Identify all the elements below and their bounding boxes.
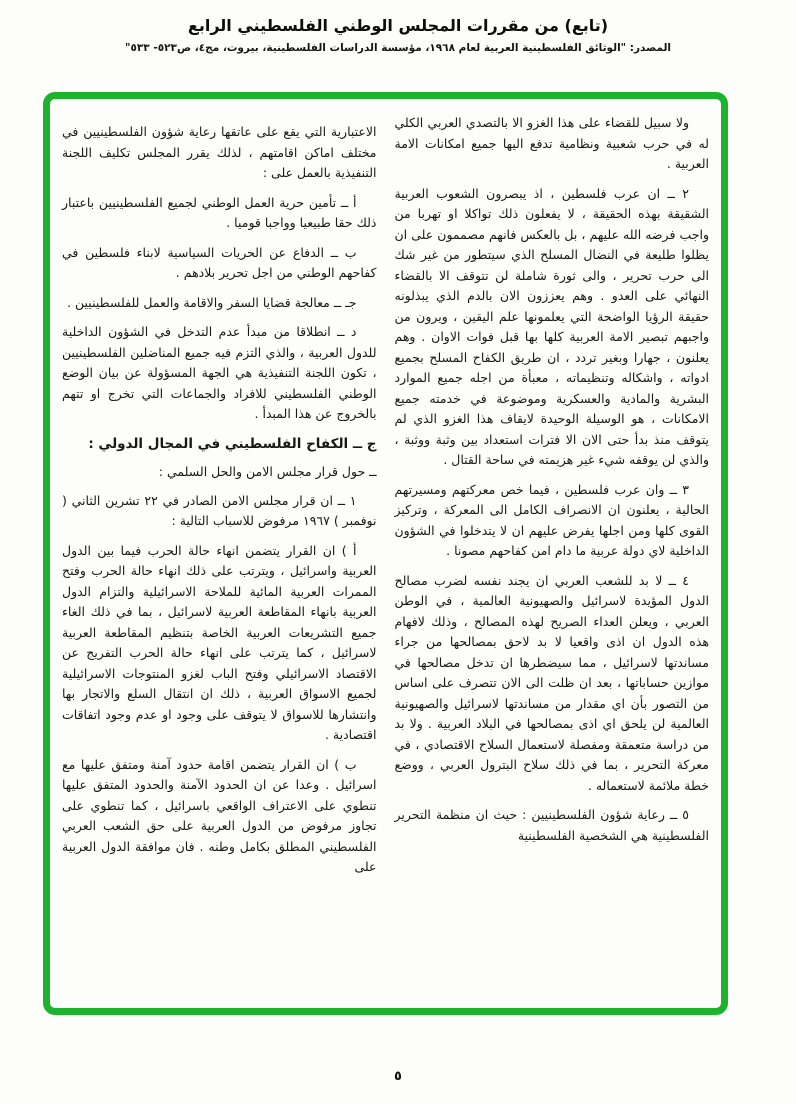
paragraph-item-1-resolution: ١ ــ ان قرار مجلس الامن الصادر في ٢٢ تشرين الثاني ( نوفمبر ) ١٩٦٧ مرفوض للاسباب التالية : [62,492,377,528]
paragraph-item-3: ٣ ــ وان عرب فلسطين ، فيما خص معركتهم ومسيرتهم الحالية ، يعلنون ان الانصراف الكامل الى المعركة ، وتركيز القوى كلها ومن اجلها يفرض عليهم ان لا يتدخلوا في الشؤون الداخلية لاي دولة عربية ما دام امن كفاحهم مصونا . [394,481,709,558]
section-heading-international-struggle: ج ــ الكفاح الفلسطيني في المجال الدولي : [88,435,377,452]
subheading-security-council: ــ حول قرار مجلس الامن والحل السلمي : [158,464,377,479]
content-frame [43,92,728,1015]
column-right [395,113,710,998]
paragraph-intro: ولا سبيل للقضاء على هذا الغزو الا بالتصدي العربي الكلي له في حرب شعبية ونظامية تدفع اليها جميع امكانات الامة العربية . [394,115,709,171]
source-citation: المصدر: "الوثائق الفلسطينية العربية لعام ١٩٦٨، مؤسسة الدراسات الفلسطينية، بيروت، مج٤، ص٥٢٣- ٥٣٣" [124,42,672,54]
page-number: ٥ [394,1069,402,1084]
paragraph-item-4: ٤ ــ لا بد للشعب العربي ان يجند نفسه لضرب مصالح الدول المؤيدة لاسرائيل والصهيونية العالمية ، في الوطن العربي ، ويعلن العداء الصريح لهذه المصالح ، وذلك لافهام هذه الدول ان اذى واقعيا لا بد لاحق بمصالحها من جراء مساندتها لاسرائيل ، مما سيضطرها ان تدخل مصالحها في موازين حساباتها ، بعد ان ظلت الى الان تتصرف على اساس من التصور بأن اي مقدار من مساندتها لاسرائيل والصهيونية العالمية لن يلحق اي اذى بمصالحها في البلاد العربية . ولا بد من دراسة متعمقة ومفصلة لاستعمال السلاح الاقتصادي ، في معركة التحرير ، بما في ذلك سلاح البترول العربي ، ووضع خطة ملائمة لاستعماله . [394,572,709,793]
document-title: (تابع) من مقررات المجلس الوطني الفلسطيني الرابع [187,16,609,35]
paragraph-item-b: ب ــ الدفاع عن الحريات السياسية لابناء فلسطين في كفاحهم الوطني من اجل تحرير بلادهم . [62,244,377,280]
paragraph-reason-b: ب ) ان القرار يتضمن اقامة حدود آمنة ومتفق عليها مع اسرائيل . وعدا عن ان الحدود الآمنة والحدود المتفق عليها تنطوي على الاعتراف الواقعي باسرائيل ، كما تنطوي على تجاوز مرفوض من الدول العربية على حق الشعب العربي الفلسطيني المطلق بكامل وطنه . فان موافقة الدول العربية على [62,756,377,874]
page-header [0,16,796,54]
paragraph-item-a: أ ــ تأمين حرية العمل الوطني لجميع الفلسطينيين باعتبار ذلك حقا طبيعيا وواجبا قوميا . [62,194,377,230]
paragraph-reason-a: أ ) ان القرار يتضمن انهاء حالة الحرب فيما بين الدول العربية واسرائيل ، ويترتب على ذلك انهاء حالة الحرب وفتح الممرات العربية المائية للملاحة الاسرائيلية والتزام الدول العربية بانهاء المقاطعة العربية لاسرائيل ، بما في ذلك الغاء جميع التشريعات العربية الخاصة بتنظيم المقاطعة العربية لاسرائيل ، كما يترتب على انهاء حالة الحرب التفريج عن الاقتصاد الاسرائيلي وفتح الباب لغزو المنتوجات الاسرائيلية لجميع الاسواق العربية ، ذلك ان انتقال السلع والاتجار بها وانتشارها للاسواق لا يتوقف على وجود او عدم وجود اتفاقات اقتصادية . [62,542,377,742]
paragraph-item-2: ٢ ــ ان عرب فلسطين ، اذ يبصرون الشعوب العربية الشقيقة بهذه الحقيقة ، لا يفعلون ذلك تواكلا او تهربا من واجب فرضه الله عليهم ، بل بالعكس فانهم مصممون على ان يظلوا طليعة في النضال المسلح الذي سيتطور من غير شك الى حرب تحرير ، والى ثورة شاملة لن تتوقف الا بالقضاء النهائي على العدو . وهم يعززون الان بالدم الذي يبذلونه حقيقة الرؤيا الواضحة التي يعلمونها علم اليقين ، ويرون من واجبهم تبصير الامة العربية كلها بها قبل فوات الاوان . وهم يعلنون ، جهارا وبغير تردد ، ان طريق الكفاح المسلح بجميع ادواته ، واشكاله وتنظيماته ، معبأة من اجله جميع الموارد البشرية والمادية والعسكرية وموضوعة في خدمته جميع الامكانات ، هو الوسيلة الوحيدة لايقاف هذا الغزو الذي لم يتوقف منذ بدأ حتى الان الا فترات استعداد بين وثبة ووثبة ، والذي لن يوقفه شيء غير هزيمته في ساحة القتال . [394,185,709,467]
paragraph-item-j: جـ ــ معالجة قضايا السفر والاقامة والعمل للفلسطينيين . [67,294,357,310]
paragraph-item-5: ٥ ــ رعاية شؤون الفلسطينيين : حيث ان منظمة التحرير الفلسطينية هي الشخصية الفلسطينية [394,807,709,843]
two-column-layout [50,99,721,1008]
column-left [62,113,377,998]
paragraph-item-d: د ــ انطلاقا من مبدأ عدم التدخل في الشؤون الداخلية للدول العربية ، والذي التزم فيه جميع المناضلين الفلسطينيين ، تكون اللجنة التنفيذية هي الجهة المسؤولة عن بيان الوضع الوطني الفلسطيني للافراد والجماعات التي تخرج او تتهم بالخروج عن هذا المبدأ . [62,324,377,421]
paragraph-continuation: الاعتبارية التي يقع على عاتقها رعاية شؤون الفلسطينيين في مختلف اماكن اقامتهم ، لذلك يقرر المجلس تكليف اللجنة التنفيذية بالعمل على : [62,124,377,180]
